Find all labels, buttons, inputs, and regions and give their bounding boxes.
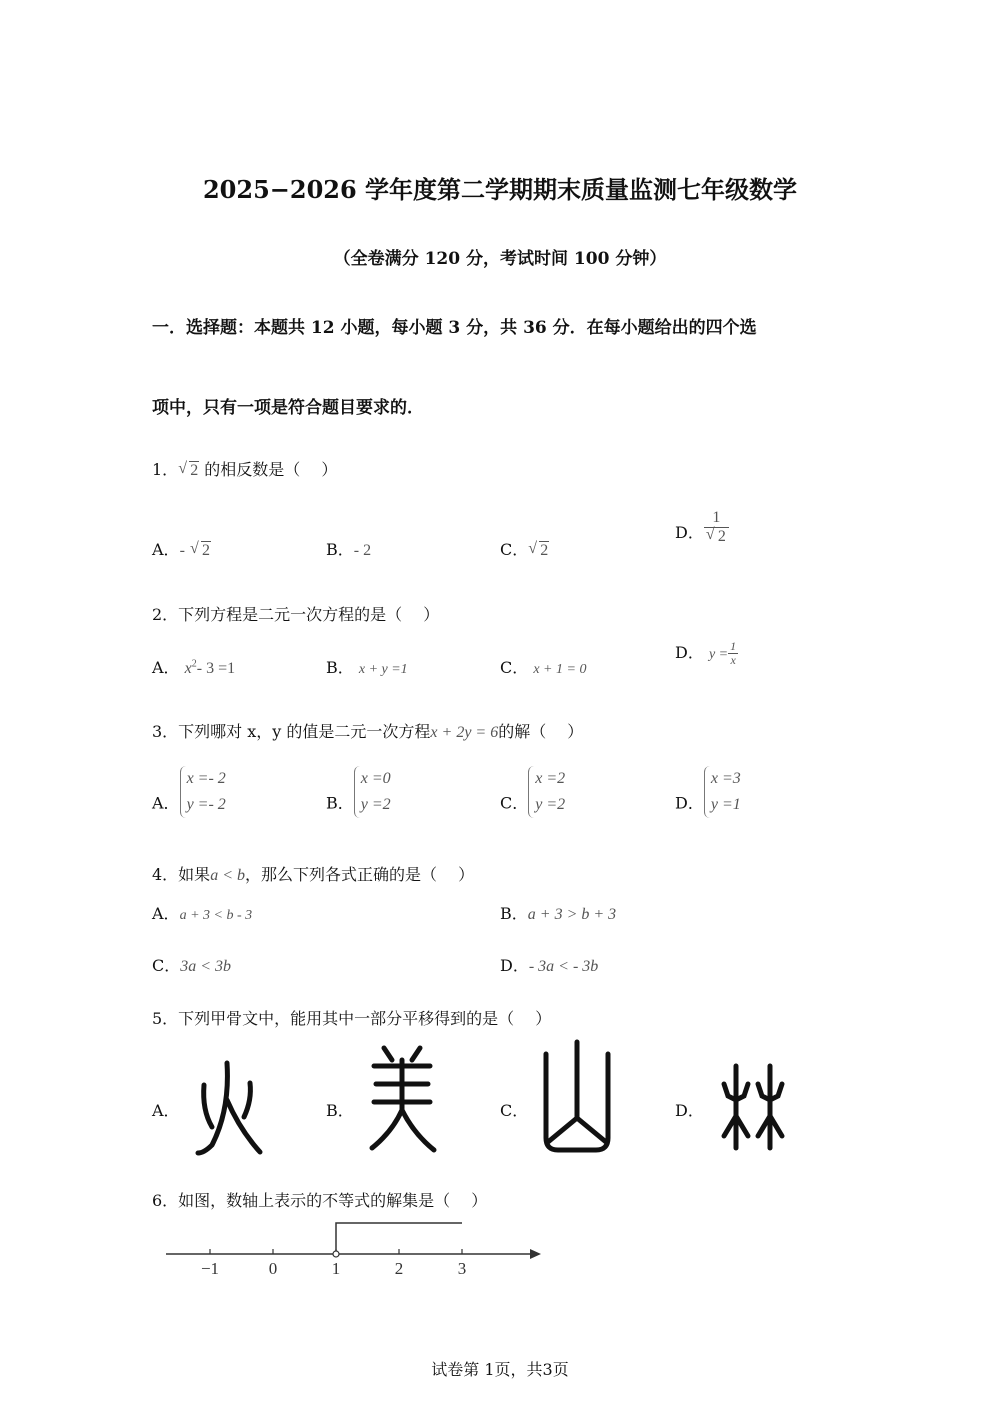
question-6: 6．如图，数轴上表示的不等式的解集是（ ） — [152, 1191, 488, 1210]
question-2-option-b[interactable]: B． x + y =1 — [326, 658, 408, 677]
equation-system: x =2 y =2 — [528, 766, 565, 818]
question-3: 3．下列哪对 x，y 的值是二元一次方程x + 2y = 6的解（ ） — [152, 722, 584, 741]
oracle-glyph-mei-icon — [362, 1040, 442, 1155]
question-1-number: 1． — [152, 460, 179, 479]
question-3-option-a[interactable]: A． x =- 2 y =- 2 — [152, 766, 226, 818]
question-2-option-c[interactable]: C． x + 1 = 0 — [500, 658, 587, 677]
open-endpoint — [333, 1251, 339, 1257]
question-2: 2．下列方程是二元一次方程的是（ ） — [152, 605, 440, 624]
tick-label: 3 — [457, 1259, 467, 1278]
number-line-diagram — [160, 1215, 550, 1285]
question-4: 4．如果a < b，那么下列各式正确的是（ ） — [152, 865, 475, 884]
section-header-line1: 一．选择题：本题共 12 小题，每小题 3 分，共 36 分．在每小题给出的四个选 — [152, 318, 757, 338]
fraction: 1 √ 2 — [704, 509, 729, 545]
question-1 — [152, 457, 337, 480]
tick-label: −1 — [200, 1259, 220, 1278]
question-5-option-a-label[interactable]: A． — [152, 1101, 180, 1120]
oracle-glyph-shan-icon — [540, 1038, 615, 1156]
question-5-option-b-label[interactable]: B． — [326, 1101, 354, 1120]
question-5-option-c-label[interactable]: C． — [500, 1101, 529, 1120]
question-4-option-a[interactable]: A．a + 3 < b - 3 — [152, 904, 253, 923]
question-4-option-d[interactable]: D．- 3a < - 3b — [500, 956, 599, 975]
question-1-text: 的相反数是（ ） — [204, 460, 338, 479]
sqrt-expression: √ 2 — [178, 462, 199, 480]
question-3-option-c[interactable]: C． x =2 y =2 — [500, 766, 565, 818]
tick-label: 1 — [331, 1259, 341, 1278]
page-footer: 试卷第 1页，共3页 — [431, 1360, 569, 1379]
question-3-option-b[interactable]: B． x =0 y =2 — [326, 766, 391, 818]
tick-label: 0 — [268, 1259, 278, 1278]
tick-label: 2 — [394, 1259, 404, 1278]
fraction: $\frac{1}{x}$ — [730, 639, 737, 668]
question-4-option-b[interactable]: B．a + 3 > b + 3 — [500, 904, 617, 923]
equation-system: x =3 y =1 — [704, 766, 741, 818]
question-2-option-d[interactable]: D． y = $\frac{1}{x}$ — [675, 639, 737, 668]
question-1-option-b[interactable]: B．- 2 — [326, 540, 372, 559]
question-2-option-a[interactable]: A． $x^2-$ 3 =1 — [152, 658, 236, 677]
question-5-option-d-label[interactable]: D． — [675, 1101, 704, 1120]
question-3-option-d[interactable]: D． x =3 y =1 — [675, 766, 741, 818]
exam-title: 2025−2026 学年度第二学期期末质量监测七年级数学 — [202, 175, 798, 204]
question-1-option-d[interactable]: D． 1 √ 2 — [675, 509, 729, 545]
section-header-line2: 项中，只有一项是符合题目要求的． — [152, 398, 424, 418]
oracle-glyph-lin-icon — [716, 1060, 791, 1155]
question-1-option-a[interactable]: A．- √ 2 — [152, 537, 211, 560]
equation-system: x =0 y =2 — [354, 766, 391, 818]
oracle-glyph-huo-icon — [192, 1055, 267, 1160]
question-1-option-c[interactable]: C．√ 2 — [500, 537, 549, 560]
question-5: 5．下列甲骨文中，能用其中一部分平移得到的是（ ） — [152, 1009, 552, 1028]
equation-system: x =- 2 y =- 2 — [180, 766, 226, 818]
question-4-option-c[interactable]: C．3a < 3b — [152, 956, 232, 975]
equation: x + 2y = 6 — [430, 724, 499, 741]
exam-subtitle: （全卷满分 120 分，考试时间 100 分钟） — [333, 249, 667, 269]
axis-arrow-icon — [530, 1249, 541, 1259]
